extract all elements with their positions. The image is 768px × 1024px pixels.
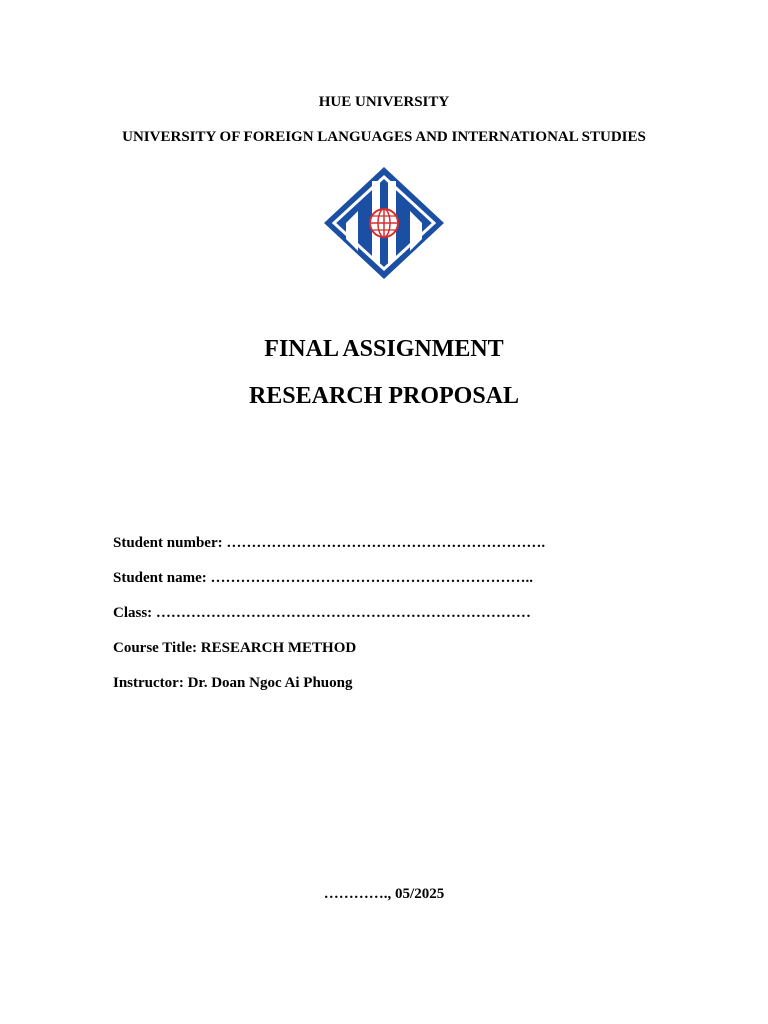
assignment-title: FINAL ASSIGNMENT: [264, 336, 504, 362]
university-name: HUE UNIVERSITY: [318, 94, 450, 110]
student-number-label: Student number:: [113, 535, 223, 551]
student-name-line: [113, 570, 533, 587]
instructor-label: Instructor:: [113, 675, 184, 691]
class-line: [113, 605, 531, 622]
class-label: Class:: [113, 605, 153, 621]
class-value: …………………………………………………………………: [155, 605, 531, 621]
date-line: …………., 05/2025: [323, 886, 445, 902]
student-number-line: [113, 535, 545, 552]
course-title-line: [113, 640, 356, 657]
instructor-value: Dr. Doan Ngoc Ai Phuong: [187, 675, 353, 691]
course-title-label: Course Title:: [113, 640, 198, 656]
university-logo-icon: [318, 163, 450, 283]
student-name-label: Student name:: [113, 570, 207, 586]
instructor-line: [113, 675, 352, 692]
course-title-value: RESEARCH METHOD: [200, 640, 357, 656]
student-number-value: ……………………………………………………….: [226, 535, 546, 551]
student-name-value: ………………………………………………………..: [210, 570, 534, 586]
faculty-name: UNIVERSITY OF FOREIGN LANGUAGES AND INTERNATIONAL STUDIES: [122, 129, 646, 145]
proposal-title: RESEARCH PROPOSAL: [248, 383, 520, 409]
